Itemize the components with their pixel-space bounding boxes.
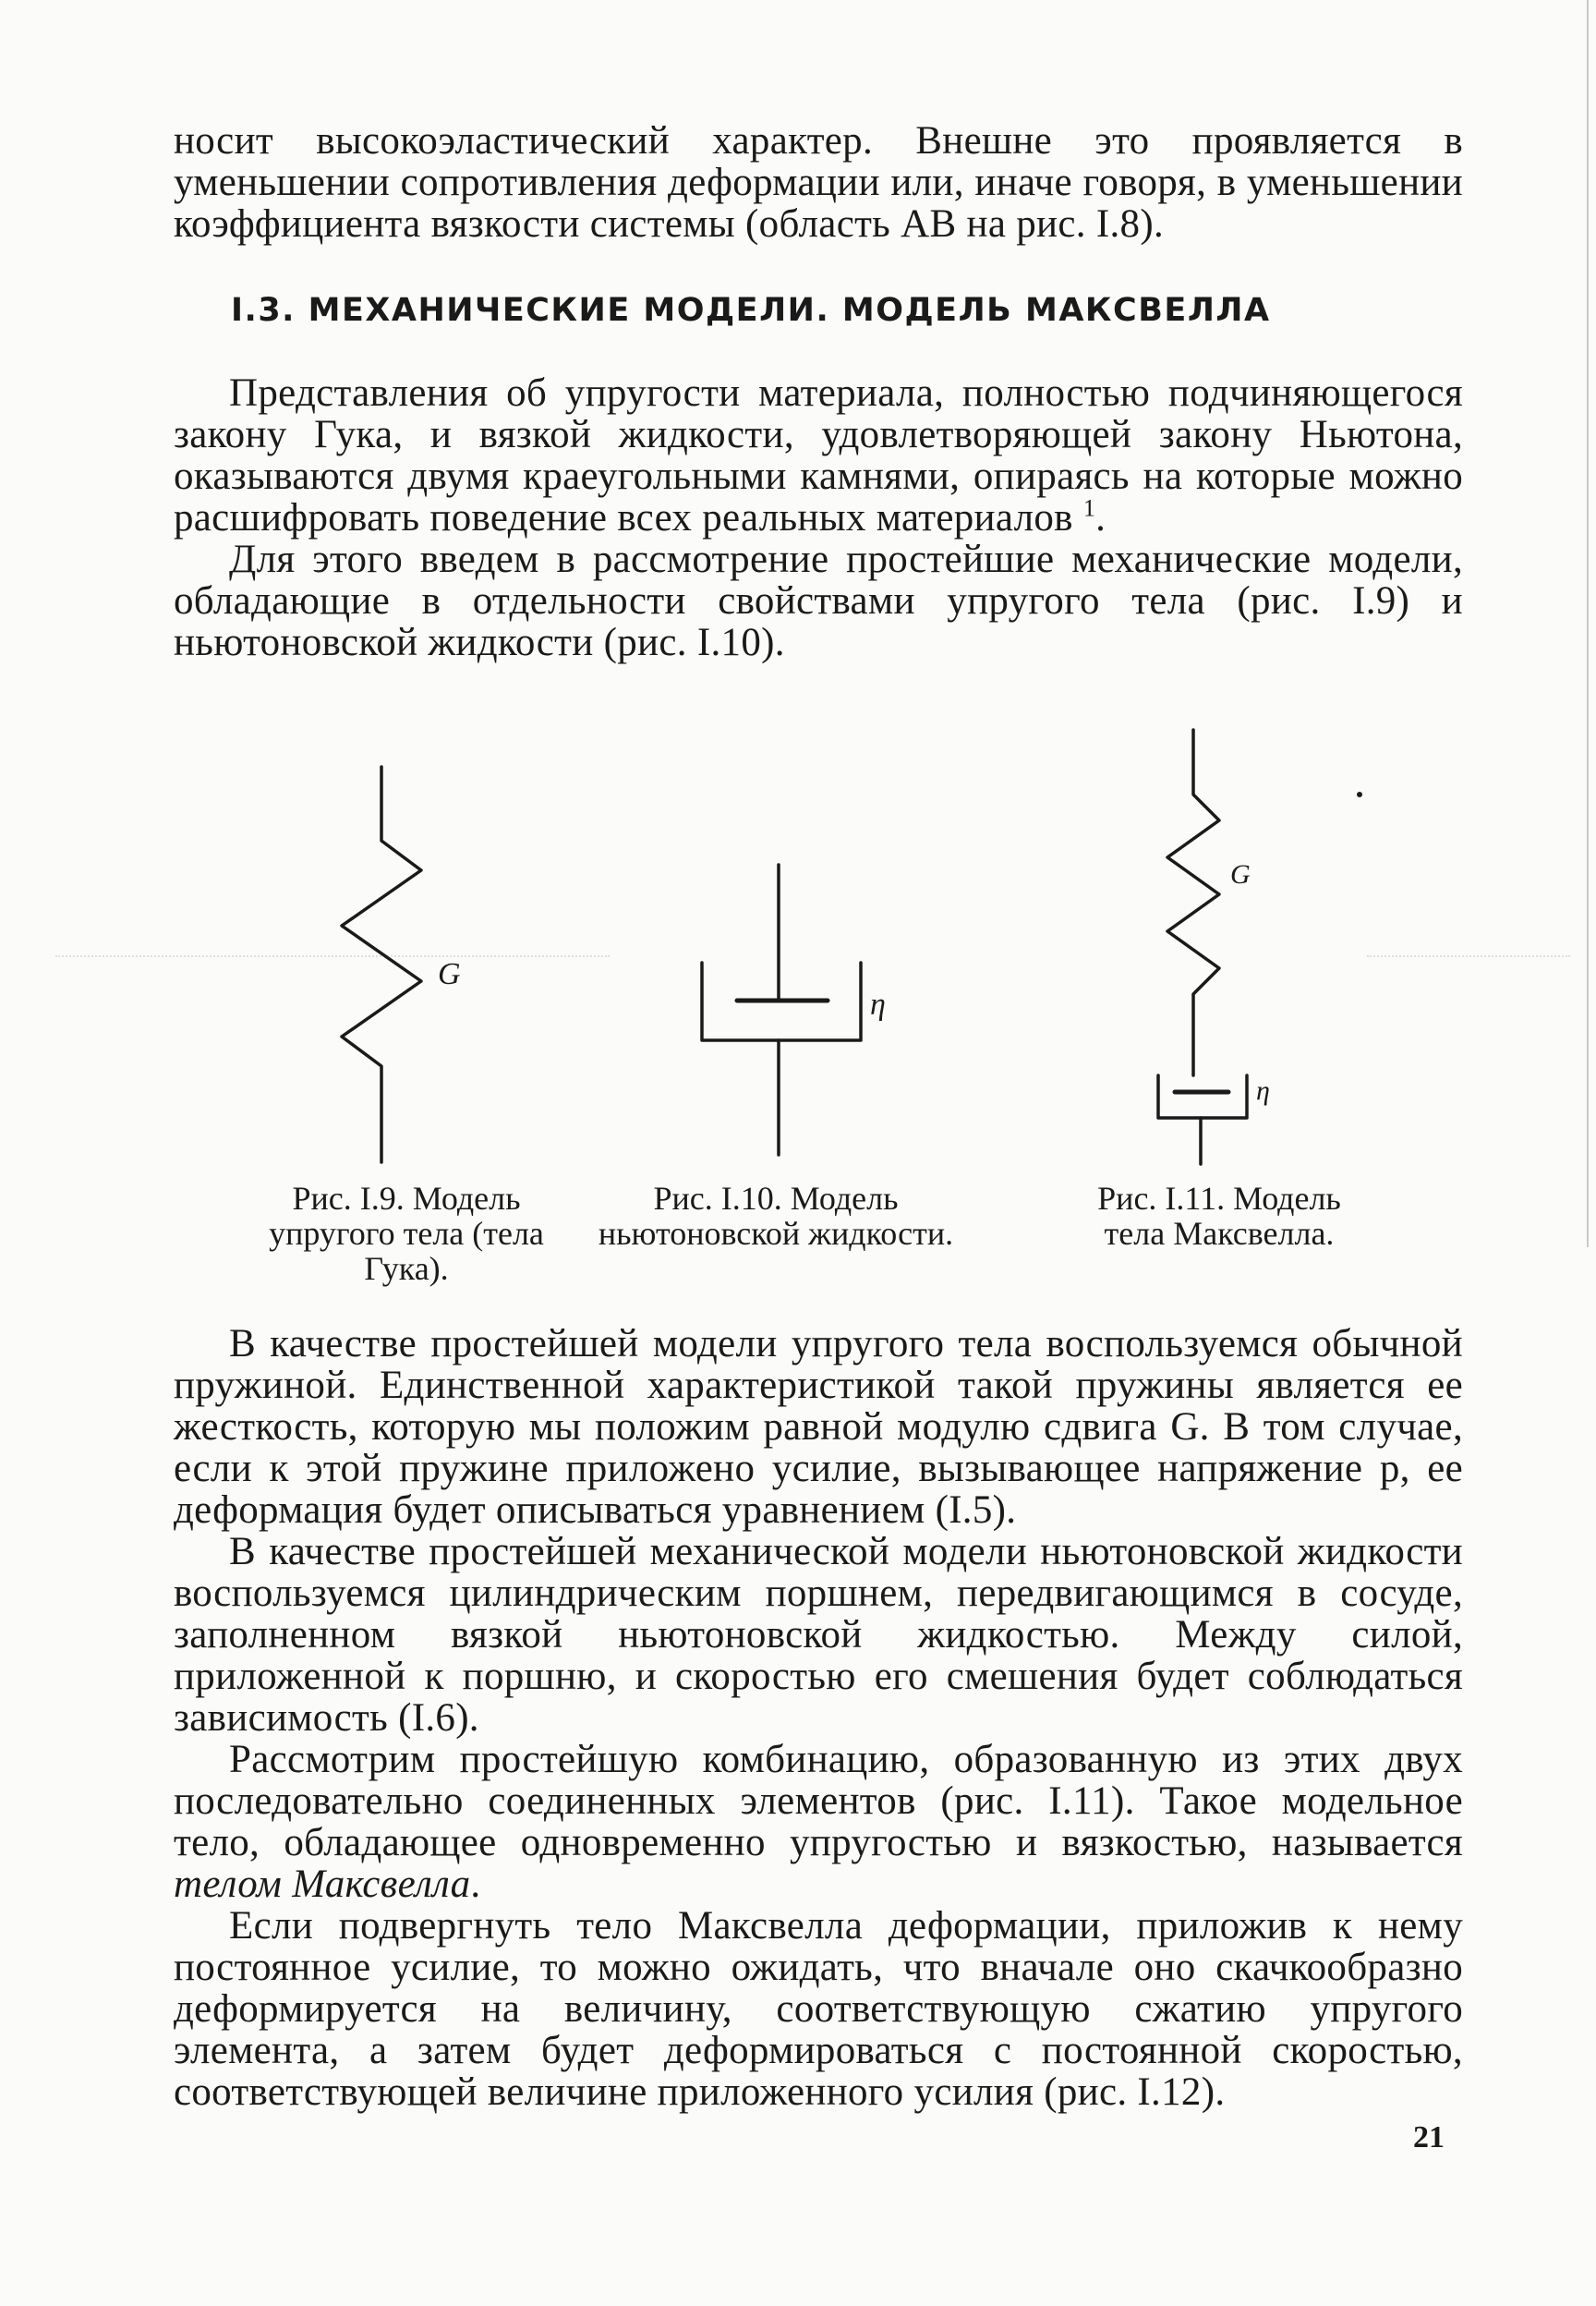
body-text — [174, 1323, 1463, 2113]
hooke-spring — [342, 767, 421, 1162]
maxwell-cylinder — [1158, 1075, 1247, 1118]
body-paragraph-2: В качестве простейшей механической модели ньютоновской жидкости воспользуемся цилиндрическим поршнем, передвигающимся в сосуде, заполненном вязкой ньютоновской жидкостью. Между силой, приложенной к поршню, и скоростью его смешения будет соблюдаться зависимость (I.6). — [174, 1530, 1463, 1740]
intro-paragraph-1-text: Представления об упругости материала, полностью подчиняющегося закону Гука, и вязкой жидкости, удовлетворяющей закону Ньютона, оказываются двумя краеугольными камнями, опираясь на которые можно расшифровать поведение всех реальных материалов — [174, 371, 1463, 540]
intro-text — [174, 372, 1463, 663]
body-paragraph-3-text: Рассмотрим простейшую комбинацию, образованную из этих двух последовательно соединенных элементов (рис. I.11). Такое модельное тело, обладающее одновременно упругостью и вязкостью, называется — [174, 1738, 1463, 1864]
intro-paragraph-2: Для этого введем в рассмотрение простейшие механические модели, обладающие в отдельности свойствами упругого тела (рис. I.9) и ньютоновской жидкости (рис. I.10). — [174, 538, 1463, 664]
scan-speck — [1357, 792, 1362, 797]
hooke-spring-figure — [342, 767, 421, 1162]
section-heading: I.3. МЕХАНИЧЕСКИЕ МОДЕЛИ. МОДЕЛЬ МАКСВЕЛЛА — [231, 292, 1271, 329]
body-paragraph-4: Если подвергнуть тело Максвелла деформации, приложив к нему постоянное усилие, то можно ожидать, что вначале оно скачкообразно деформируется на величину, соответствующую сжатию упругого элемента, а затем будет деформироваться с постоянной скоростью, соответствующей величине приложенного усилия (рис. I.12). — [174, 1904, 1463, 2114]
maxwell-spring — [1167, 730, 1219, 1075]
caption-fig-1-10: Рис. I.10. Модель ньютоновской жидкости. — [598, 1180, 954, 1252]
caption-fig-1-11: Рис. I.11. Модель тела Максвелла. — [1097, 1180, 1341, 1252]
paragraph-continuation — [174, 120, 1463, 245]
hooke-modulus-label: G — [438, 957, 461, 991]
footnote-marker: 1 — [1082, 494, 1096, 522]
maxwell-modulus-label: G — [1230, 859, 1251, 890]
intro-paragraph-1 — [174, 372, 1463, 539]
newton-dashpot-figure — [702, 865, 861, 1155]
figures-diagram — [0, 721, 1596, 1183]
body-paragraph-3 — [174, 1739, 1463, 1905]
maxwell-body-term: телом Максвелла — [174, 1863, 471, 1906]
maxwell-viscosity-label: η — [1256, 1075, 1270, 1106]
caption-fig-1-9: Рис. I.9. Модель упругого тела (тела Гука). — [269, 1180, 544, 1287]
intro-paragraph-1-end: . — [1095, 496, 1106, 540]
paragraph-top: носит высокоэластический характер. Внешне это проявляется в уменьшении сопротивления деформации или, иначе говоря, в уменьшении коэффициента вязкости системы (область AB на рис. I.8). — [174, 119, 1463, 246]
maxwell-figure — [1158, 730, 1247, 1164]
page-number: 21 — [1413, 2120, 1445, 2154]
body-paragraph-3-end: . — [470, 1863, 481, 1906]
body-paragraph-1: В качестве простейшей модели упругого тела воспользуемся обычной пружиной. Единственной характеристикой такой пружины является ее жесткость, которую мы положим равной модулю сдвига G. В том случае, если к этой пружине приложено усилие, вызывающее напряжение p, ее деформация будет описываться уравнением (I.5). — [174, 1322, 1463, 1532]
newton-viscosity-label: η — [870, 988, 886, 1022]
